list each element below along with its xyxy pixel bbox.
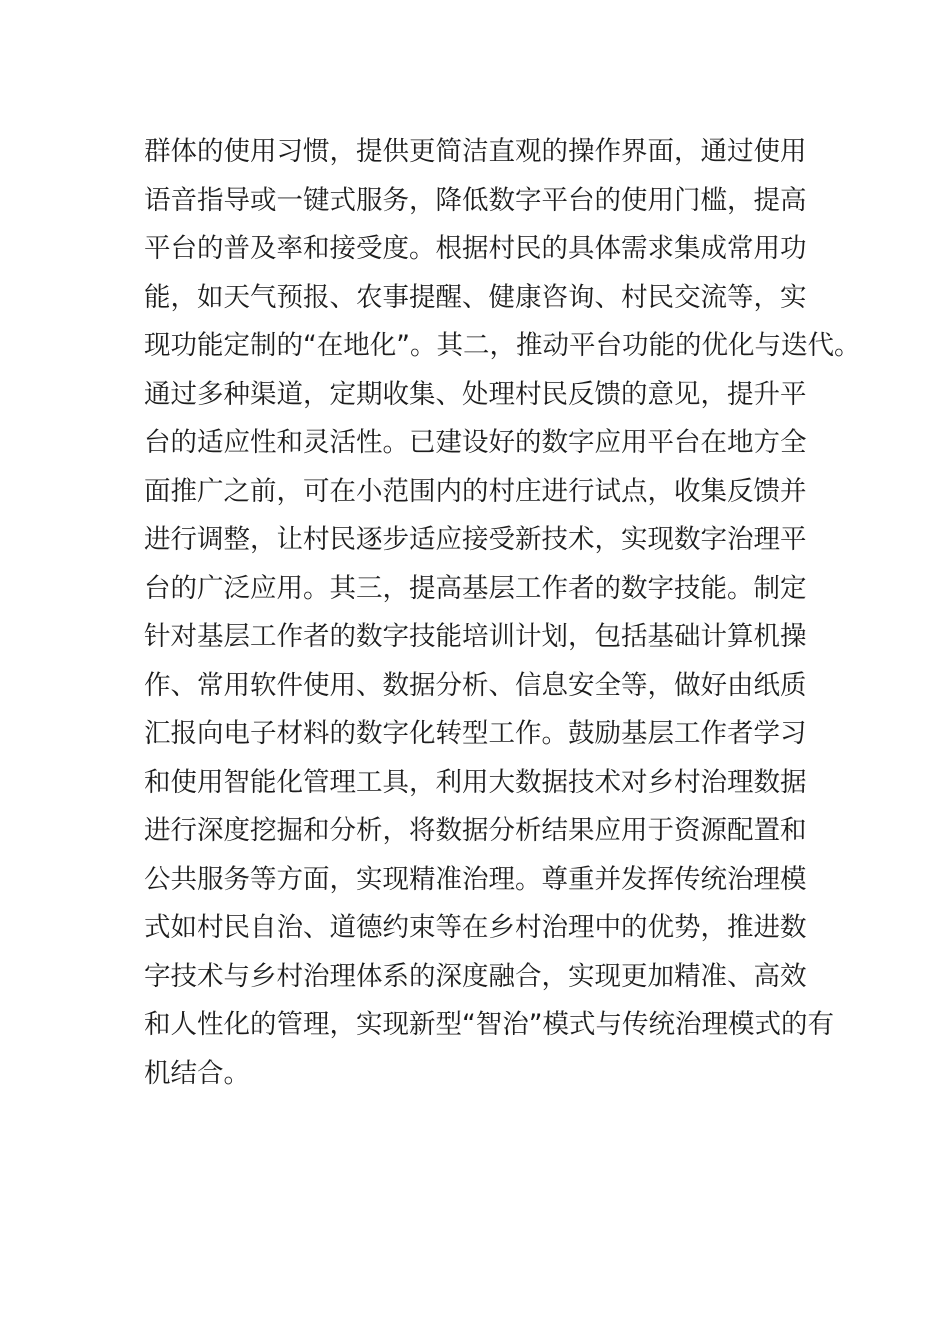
- text-line: 群体的使用习惯，提供更简洁直观的操作界面，通过使用: [144, 136, 807, 167]
- text-line: 式如村民自治、道德约束等在乡村治理中的优势，推进数: [144, 912, 807, 943]
- text-line: 通过多种渠道，定期收集、处理村民反馈的意见，提升平: [144, 378, 807, 410]
- text-line: 进行调整，让村民逐步适应接受新技术，实现数字治理平: [144, 524, 807, 555]
- text-line: 能，如天气预报、农事提醒、健康咨询、村民交流等，实: [144, 281, 807, 313]
- text-line: 台的广泛应用。其三，提高基层工作者的数字技能。制定: [144, 572, 807, 604]
- text-line: 字技术与乡村治理体系的深度融合，实现更加精准、高效: [144, 960, 807, 992]
- text-line: 汇报向电子材料的数字化转型工作。鼓励基层工作者学习: [144, 718, 807, 749]
- text-line: 面推广之前，可在小范围内的村庄进行试点，收集反馈并: [144, 475, 807, 507]
- text-line: 平台的普及率和接受度。根据村民的具体需求集成常用功: [144, 233, 807, 264]
- text-line: 语音指导或一键式服务，降低数字平台的使用门槛，提高: [144, 184, 807, 216]
- text-line: 机结合。: [144, 1057, 250, 1089]
- text-line: 现功能定制的“在地化”。其二，推动平台功能的优化与迭代。: [144, 330, 861, 361]
- text-line: 公共服务等方面，实现精准治理。尊重并发挥传统治理模: [144, 863, 807, 895]
- text-line: 和使用智能化管理工具，利用大数据技术对乡村治理数据: [144, 766, 807, 798]
- body-paragraph: [144, 128, 861, 1098]
- text-line: 针对基层工作者的数字技能培训计划，包括基础计算机操: [144, 621, 807, 652]
- text-line: 和人性化的管理，实现新型“智治”模式与传统治理模式的有: [144, 1009, 834, 1040]
- text-line: 台的适应性和灵活性。已建设好的数字应用平台在地方全: [144, 427, 807, 458]
- text-line: 作、常用软件使用、数据分析、信息安全等，做好由纸质: [144, 669, 807, 701]
- text-line: 进行深度挖掘和分析，将数据分析结果应用于资源配置和: [144, 815, 807, 846]
